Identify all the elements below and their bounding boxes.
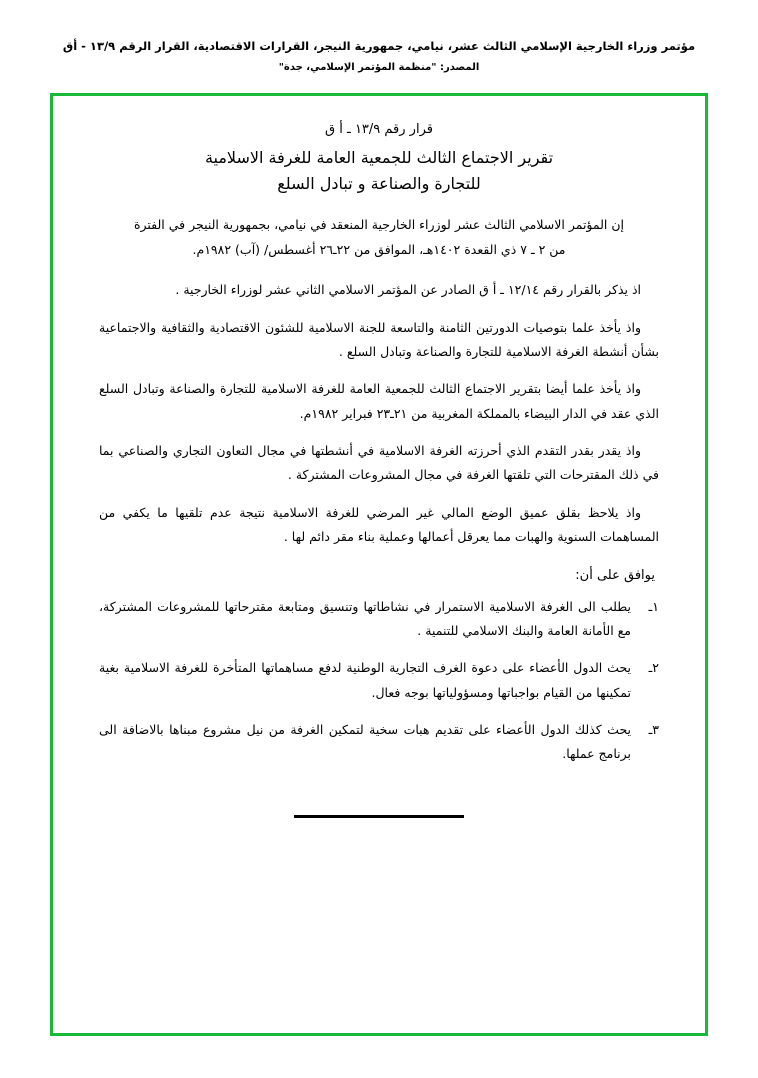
list-item-text: يطلب الى الغرفة الاسلامية الاستمرار في نشاطاتها وتنسيق ومتابعة مقترحاتها للمشروعات المشتركة، مع الأمانة العامة والبنك الاسلامي للتنمية .: [99, 598, 631, 638]
preamble-line-1: إن المؤتمر الاسلامي الثالث عشر لوزراء الخارجية المنعقد في نيامي، بجمهورية النيجر في الفترة: [133, 217, 625, 233]
paragraph-notes-finances: واذ يلاحظ بقلق عميق الوضع المالي غير المرضي للغرفة الاسلامية نتيجة عدم تلقيها ما يكفي من المساهمات السنوية والهبات مما يعرقل أعمالها وعملية بناء مقر دائم لها .: [99, 504, 659, 545]
list-item: [99, 656, 659, 705]
document-title-line-1: تقرير الاجتماع الثالث للجمعية العامة للغرفة الاسلامية: [204, 148, 554, 167]
preamble: [99, 212, 659, 262]
list-item-text: يحث الدول الأعضاء على دعوة الغرف التجارية الوطنية لدفع مساهماتها المتأخرة للغرفة الاسلامية بغية تمكينها من القيام بواجباتها ومسؤولياتها بوجه فعال.: [99, 660, 631, 700]
resolution-number: قرار رقم ١٣/٩ ـ أ ق: [325, 122, 433, 137]
list-item-marker: ٢ـ: [648, 660, 659, 676]
document-body: [53, 96, 705, 818]
paragraph-notes-report: واذ يأخذ علما أيضا بتقرير الاجتماع الثالث للجمعية العامة للغرفة الاسلامية للتجارة والصناعة وتبادل السلع الذي عقد في الدار البيضاء بالمملكة المغربية من ٢١ـ٢٣ فبراير ١٩٨٢م.: [99, 381, 659, 421]
list-item: [99, 595, 659, 644]
list-item-marker: ٣ـ: [648, 722, 659, 738]
list-item-marker: ١ـ: [648, 598, 659, 614]
document-frame: [50, 93, 708, 1036]
paragraph-appreciates-progress: واذ يقدر بقدر التقدم الذي أحرزته الغرفة الاسلامية في أنشطتها في مجال التعاون التجاري والصناعي بما في ذلك المقترحات التي تلقتها الغرفة في مجال المشروعات المشتركة .: [99, 443, 659, 483]
header-conference-line: مؤتمر وزراء الخارجية الإسلامي الثالث عشر، نيامي، جمهورية النيجر، القرارات الاقتصادية، القرار الرقم ١٣/٩ - أق: [62, 39, 696, 53]
preamble-line-2: من ٢ ـ ٧ ذي القعدة ١٤٠٢هـ، الموافق من ٢٢ـ٢٦ أغسطس/ (آب) ١٩٨٢م.: [192, 242, 566, 258]
list-item: [99, 718, 659, 767]
paragraph-recall: اذ يذكر بالقرار رقم ١٢/١٤ ـ أ ق الصادر عن المؤتمر الاسلامي الثاني عشر لوزراء الخارجية .: [175, 282, 641, 298]
end-rule-container: [99, 815, 659, 818]
paragraph-notes-committee: واذ يأخذ علما بتوصيات الدورتين الثامنة والتاسعة للجنة الاسلامية للشئون الاقتصادية والثقافية والاجتماعية بشأن أنشطة الغرفة الاسلامية للتجارة والصناعة وتبادل السلع .: [99, 319, 659, 359]
agrees-label: يوافق على أن:: [575, 567, 655, 583]
document-header: [0, 0, 758, 73]
document-title-line-2: للتجارة والصناعة و تبادل السلع: [277, 173, 481, 193]
resolution-items-list: [99, 595, 659, 767]
end-of-document-rule: [294, 815, 464, 818]
list-item-text: يحث كذلك الدول الأعضاء على تقديم هبات سخية لتمكين الغرفة من نيل مشروع مبناها بالاضافة الى برنامج عملها.: [99, 722, 631, 762]
header-source-line: المصدر: "منظمة المؤتمر الإسلامي، جدة": [278, 62, 480, 74]
